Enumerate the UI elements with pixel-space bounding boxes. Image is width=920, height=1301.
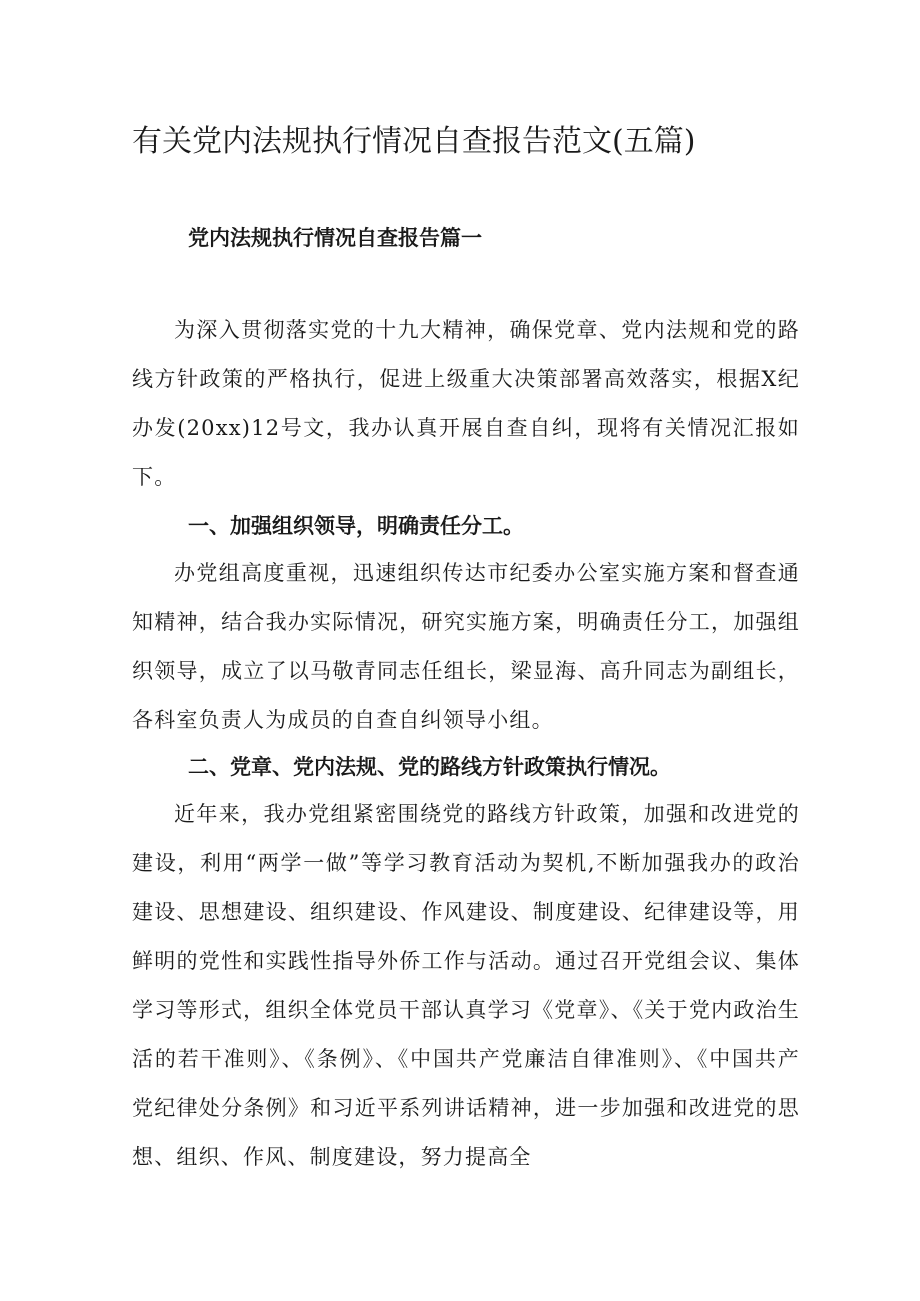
document-title: 有关党内法规执行情况自查报告范文(五篇) [132,124,696,159]
heading-one: 一、加强组织领导，明确责任分工。 [188,513,524,538]
body-paragraph-one: 办党组高度重视，迅速组织传达市纪委办公室实施方案和督查通知精神，结合我办实际情况，研究实施方案，明确责任分工，加强组织领导，成立了以马敬青同志任组长，梁显海、高升同志为副组长，各科室负责人为成员的自查自纠领导小组。 [132,561,800,732]
heading-two: 二、党章、党内法规、党的路线方针政策执行情况。 [188,754,671,779]
body-paragraph-two: 近年来，我办党组紧密围绕党的路线方针政策，加强和改进党的建设，利用“两学一做”等学习教育活动为契机,不断加强我办的政治建设、思想建设、组织建设、作风建设、制度建设、纪律建设等，用鲜明的党性和实践性指导外侨工作与活动。通过召开党组会议、集体学习等形式，组织全体党员干部认真学习《党章》、《关于党内政治生活的若干准则》、《条例》、《中国共产党廉洁自律准则》、《中国共产党纪律处分条例》和习近平系列讲话精神，进一步加强和改进党的思想、组织、作风、制度建设，努力提高全 [132,802,800,1169]
section-title: 党内法规执行情况自查报告篇一 [188,225,482,250]
intro-paragraph: 为深入贯彻落实党的十九大精神，确保党章、党内法规和党的路线方针政策的严格执行，促进上级重大决策部署高效落实，根据X纪办发(20xx)12号文，我办认真开展自查自纠，现将有关情况汇报如下。 [132,318,800,489]
